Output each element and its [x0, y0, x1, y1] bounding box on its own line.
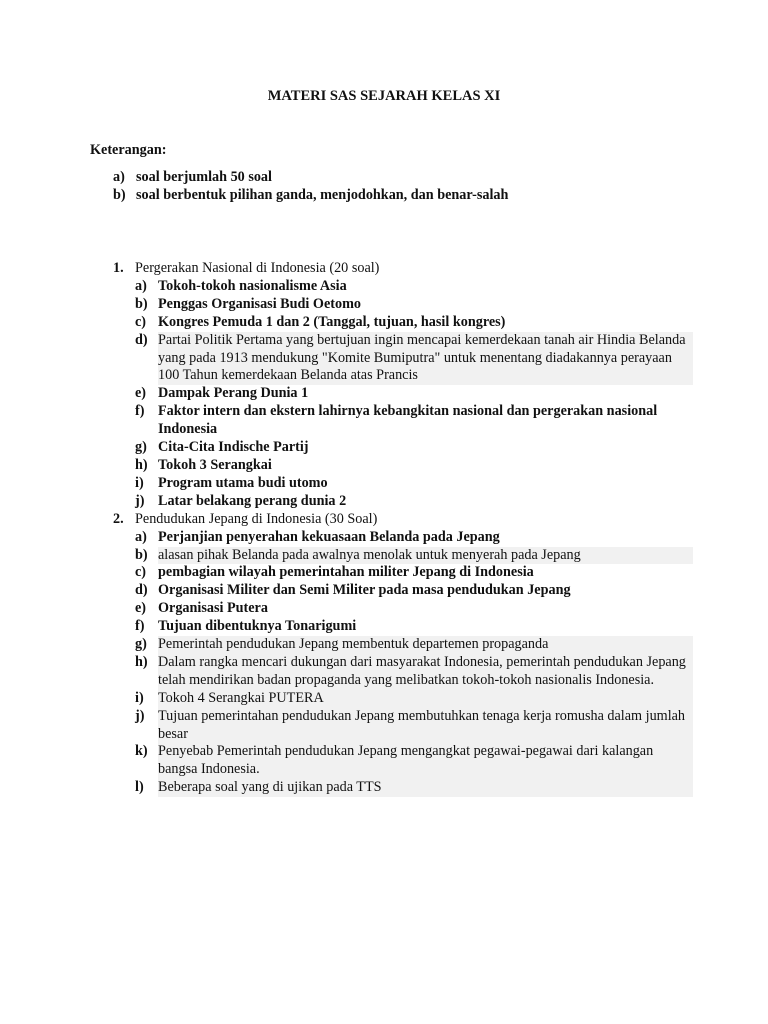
- subtopic-text: Tokoh 4 Serangkai PUTERA: [158, 690, 693, 708]
- subtopic-text: Beberapa soal yang di ujikan pada TTS: [158, 779, 693, 797]
- subtopic-item: [135, 385, 693, 403]
- subtopic-marker: c): [135, 564, 147, 581]
- subtopic-item: [135, 493, 693, 511]
- subtopic-text: Organisasi Militer dan Semi Militer pada masa pendudukan Jepang: [158, 582, 571, 599]
- subtopic-text: Organisasi Putera: [158, 600, 268, 617]
- subtopic-item: [135, 296, 693, 314]
- keterangan-item: [113, 187, 713, 205]
- subtopic-text: Pemerintah pendudukan Jepang membentuk departemen propaganda: [158, 636, 693, 654]
- item-text: soal berbentuk pilihan ganda, menjodohkan, dan benar-salah: [136, 186, 509, 203]
- subtopic-marker: i): [135, 689, 144, 706]
- subtopic-marker: f): [135, 403, 145, 420]
- subtopic-text: pembagian wilayah pemerintahan militer Jepang di Indonesia: [158, 564, 534, 581]
- subtopic-text: Penggas Organisasi Budi Oetomo: [158, 295, 361, 312]
- item-text: soal berjumlah 50 soal: [136, 169, 272, 185]
- subtopic-marker: h): [135, 653, 148, 670]
- subtopic-text: Partai Politik Pertama yang bertujuan ingin mencapai kemerdekaan tanah air Hindia Belanda yang pada 1913 mendukung "Komite Bumiputra" untuk menentang diadakannya perayaan 100 Tahun kemerdekaan Belanda atas Prancis: [158, 332, 693, 386]
- subtopic-marker: h): [135, 456, 148, 473]
- topic-heading: Pergerakan Nasional di Indonesia (20 soal): [135, 260, 380, 276]
- subtopic-item: [135, 690, 693, 708]
- subtopic-marker: a): [135, 528, 147, 545]
- subtopic-text: Dampak Perang Dunia 1: [158, 385, 309, 402]
- subtopic-marker: a): [135, 277, 147, 294]
- subtopic-text: alasan pihak Belanda pada awalnya menolak untuk menyerah pada Jepang: [158, 547, 693, 565]
- subtopic-marker: c): [135, 313, 147, 330]
- subtopic-marker: f): [135, 618, 145, 635]
- topic-number: 1.: [113, 260, 124, 276]
- subtopic-text: Perjanjian penyerahan kekuasaan Belanda pada Jepang: [158, 528, 500, 545]
- subtopic-item: [135, 564, 693, 582]
- subtopic-text: Faktor intern dan ekstern lahirnya kebangkitan nasional dan pergerakan nasional Indonesia: [158, 403, 658, 438]
- subtopic-item: [135, 618, 693, 636]
- subtopic-text: Cita-Cita Indische Partij: [158, 439, 309, 456]
- topic-section: [113, 260, 693, 511]
- subtopic-marker: j): [135, 707, 145, 724]
- subtopic-item: [135, 636, 693, 654]
- topic-list: [113, 260, 693, 797]
- subtopic-marker: d): [135, 331, 148, 348]
- subtopic-marker: g): [135, 636, 147, 653]
- subtopic-marker: d): [135, 582, 148, 599]
- subtopic-item: [135, 743, 693, 779]
- subtopic-text: Tujuan dibentuknya Tonarigumi: [158, 618, 357, 635]
- document-title: MATERI SAS SEJARAH KELAS XI: [267, 88, 501, 104]
- keterangan-item: [113, 169, 713, 187]
- subtopic-item: [135, 278, 693, 296]
- topic-body: [135, 511, 693, 798]
- subtopic-item: [135, 314, 693, 332]
- subtopic-item: [135, 332, 693, 386]
- subtopic-text: Dalam rangka mencari dukungan dari masyarakat Indonesia, pemerintah pendudukan Jepang telah mendirikan badan propaganda yang melibatkan tokoh-tokoh nasionalis Indonesia.: [158, 654, 693, 690]
- subtopic-item: [135, 582, 693, 600]
- subtopic-item: [135, 439, 693, 457]
- subtopic-text: Kongres Pemuda 1 dan 2 (Tanggal, tujuan, hasil kongres): [158, 313, 506, 330]
- topic-section: [113, 511, 693, 798]
- subtopic-marker: b): [135, 546, 148, 563]
- topic-heading: Pendudukan Jepang di Indonesia (30 Soal): [135, 510, 378, 527]
- subtopic-item: [135, 529, 693, 547]
- subtopic-text: Tujuan pemerintahan pendudukan Jepang membutuhkan tenaga kerja romusha dalam jumlah besar: [158, 708, 693, 744]
- topic-body: [135, 260, 693, 511]
- subtopic-marker: i): [135, 474, 144, 491]
- subtopic-item: [135, 403, 693, 439]
- subtopic-item: [135, 708, 693, 744]
- subtopic-item: [135, 600, 693, 618]
- keterangan-label: Keterangan:: [90, 142, 167, 158]
- subtopic-text: Tokoh 3 Serangkai: [158, 456, 272, 473]
- subtopic-marker: g): [135, 439, 147, 456]
- subtopic-marker: e): [135, 600, 147, 617]
- item-marker: b): [113, 186, 126, 203]
- keterangan-list: [113, 169, 713, 205]
- item-marker: a): [113, 169, 125, 185]
- subtopic-text: Tokoh-tokoh nasionalisme Asia: [158, 277, 347, 294]
- subtopic-text: Latar belakang perang dunia 2: [158, 492, 347, 509]
- subtopic-item: [135, 475, 693, 493]
- subtopic-item: [135, 547, 693, 565]
- subtopic-marker: k): [135, 743, 148, 760]
- subtopic-text: Penyebab Pemerintah pendudukan Jepang mengangkat pegawai-pegawai dari kalangan bangsa Indonesia.: [158, 743, 693, 779]
- subtopic-text: Program utama budi utomo: [158, 474, 328, 491]
- subtopic-marker: l): [135, 779, 144, 796]
- subtopic-item: [135, 779, 693, 797]
- subtopic-marker: j): [135, 492, 145, 509]
- topic-number: 2.: [113, 510, 124, 527]
- subtopic-marker: e): [135, 385, 147, 402]
- subtopic-item: [135, 457, 693, 475]
- subtopic-item: [135, 654, 693, 690]
- subtopic-marker: b): [135, 295, 148, 312]
